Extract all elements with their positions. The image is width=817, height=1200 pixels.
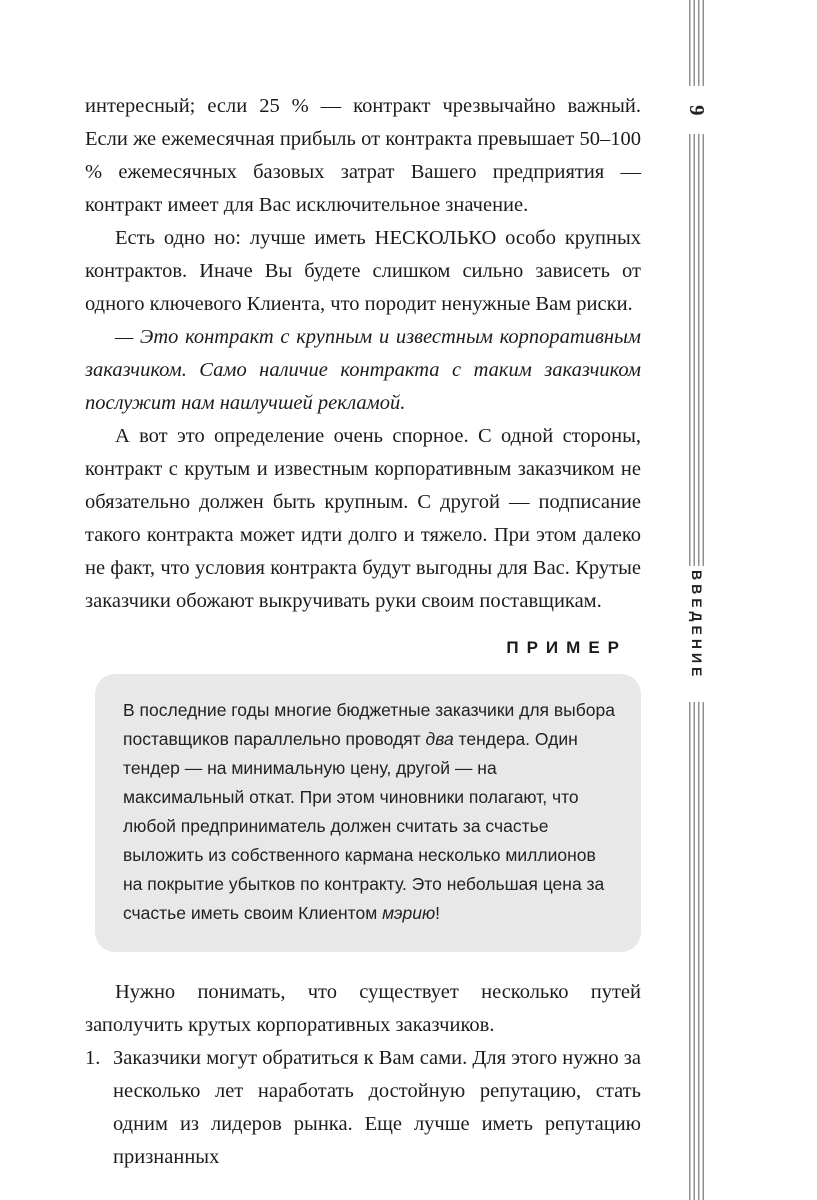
italic-run: мэрию bbox=[382, 903, 436, 923]
margin-rules-bottom bbox=[689, 702, 704, 1200]
body-paragraph bbox=[85, 420, 641, 618]
text-run: А вот это определение очень спорное. С одной стороны, контракт с крутым и известным корпоративным заказчиком не обязательно должен быть крупным. С другой — подписание такого контракта может идти долго и тяжело. При этом далеко не факт, что условия контракта будут выгодны для Вас. Крутые заказчики обожают выкручивать руки своим поставщикам. bbox=[85, 425, 641, 612]
text-run: Есть одно но: лучше иметь НЕСКОЛЬКО особо крупных контрактов. Иначе Вы будете слишком сильно зависеть от одного ключевого Клиента, что породит ненужные Вам риски. bbox=[85, 227, 641, 315]
italic-run: — Это контракт с крупным и известным корпоративным заказчиком. Само наличие контракта с таким заказчиком послужит нам наилучшей рекламой. bbox=[85, 326, 641, 414]
body-paragraphs-bottom bbox=[85, 976, 641, 1042]
body-paragraph bbox=[85, 976, 641, 1042]
example-box bbox=[95, 674, 641, 952]
body-paragraphs-top bbox=[85, 90, 641, 618]
margin-rules-top bbox=[689, 0, 704, 86]
example-heading: ПРИМЕР bbox=[506, 638, 627, 657]
numbered-list bbox=[85, 1042, 641, 1174]
list-item bbox=[85, 1042, 641, 1174]
text-run: Заказчики могут обратиться к Вам сами. Для этого нужно за несколько лет наработать достойную репутацию, стать одним из лидеров рынка. Еще лучше иметь репутацию признанных bbox=[113, 1047, 641, 1168]
body-paragraph bbox=[85, 321, 641, 420]
list-marker: 1. bbox=[85, 1047, 101, 1069]
margin-rules-middle bbox=[689, 134, 704, 566]
list-text bbox=[113, 1047, 641, 1168]
body-paragraph bbox=[85, 90, 641, 222]
text-run: Нужно понимать, что существует несколько путей заполучить крутых корпоративных заказчиков. bbox=[85, 981, 641, 1036]
right-margin-strip bbox=[685, 0, 709, 1200]
text-column bbox=[85, 90, 641, 1174]
body-paragraph bbox=[85, 222, 641, 321]
text-run: В последние годы многие бюджетные заказчики для выбора поставщиков параллельно проводят bbox=[123, 700, 615, 749]
text-run: тендера. Один тендер — на минимальную цену, другой — на максимальный откат. При этом чиновники полагают, что любой предприниматель должен считать за счастье выложить из собственного кармана несколько миллионов на покрытие убытков по контракту. Это небольшая цена за счастье иметь своим Клиентом bbox=[123, 729, 605, 923]
italic-run: два bbox=[425, 729, 454, 749]
text-run: ! bbox=[435, 903, 441, 923]
text-run: интересный; если 25 % — контракт чрезвычайно важный. Если же ежемесячная прибыль от контракта превышает 50–100 % ежемесячных базовых затрат Вашего предприятия — контракт имеет для Вас исключительное значение. bbox=[85, 95, 641, 216]
section-title-vertical: ВВЕДЕНИЕ bbox=[689, 570, 705, 681]
page-number: 9 bbox=[685, 104, 709, 116]
example-text bbox=[123, 696, 615, 928]
